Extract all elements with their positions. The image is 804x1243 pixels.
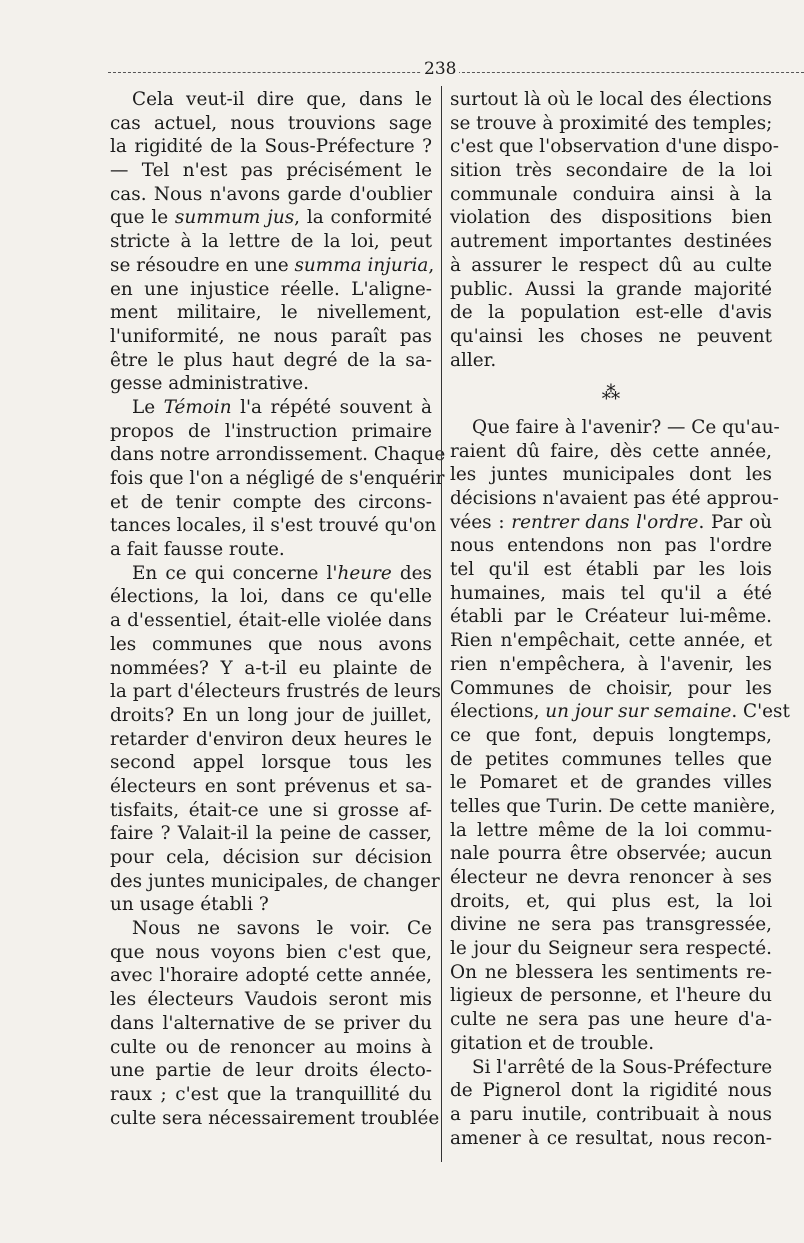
text-line: l'uniformité, ne nous paraît pas <box>110 325 432 347</box>
text-line: nale pourra être observée; aucun <box>450 843 772 865</box>
text-line: à assurer le respect dû au culte <box>450 254 772 276</box>
text-line: violation des dispositions bien <box>450 207 772 229</box>
text-line: cas actuel, nous trouvions sage <box>110 112 432 134</box>
text-line: de petites communes telles que <box>450 748 772 770</box>
text-line: nommées? Y a-t-il eu plainte de <box>110 657 432 679</box>
text-line: une partie de leur droits électo- <box>110 1060 432 1082</box>
text-line: aller. <box>450 349 497 371</box>
text-line: rien n'empêchera, à l'avenir, les <box>450 653 772 675</box>
text-line: électeurs en sont prévenus et sa- <box>110 775 432 797</box>
text-line: raient dû faire, dès cette année, <box>450 440 772 462</box>
text-line: — Tel n'est pas précisément le <box>110 160 432 182</box>
text-line: le Pomaret et de grandes villes <box>450 772 772 794</box>
text-line: faire ? Valait-il la peine de casser, <box>110 823 432 845</box>
text-line: les électeurs Vaudois seront mis <box>110 989 432 1011</box>
text-line: établi par le Créateur lui-même. <box>450 606 772 628</box>
text-line: cas. Nous n'avons garde d'oublier <box>110 183 432 205</box>
text-line: gitation et de trouble. <box>450 1032 655 1054</box>
page-number: 238 <box>421 58 459 80</box>
text-line: ligieux de personne, et l'heure du <box>450 985 772 1007</box>
text-line: a d'essentiel, était-elle violée dans <box>110 610 432 632</box>
text-line: et de tenir compte des circons- <box>110 491 432 513</box>
left-column <box>110 88 446 1130</box>
text-line: de Pignerol dont la rigidité nous <box>450 1080 772 1102</box>
text-line: telles que Turin. De cette manière, <box>450 795 776 817</box>
text-line: que nous voyons bien c'est que, <box>110 941 432 963</box>
text-line: la rigidité de la Sous-Préfecture ? <box>110 136 432 158</box>
text-line: propos de l'instruction primaire <box>110 420 432 442</box>
text-line: en une injustice réelle. L'aligne- <box>110 278 432 300</box>
text-line: tel qu'il est établi par les lois <box>450 559 772 581</box>
text-line: Que faire à l'avenir? — Ce qu'au- <box>472 416 780 438</box>
text-line: le jour du Seigneur sera respecté. <box>450 938 772 960</box>
text-line: On ne blessera les sentiments re- <box>450 961 772 983</box>
text-line: amener à ce resultat, nous recon- <box>450 1127 772 1149</box>
column-divider <box>441 86 442 1162</box>
text-line: Communes de choisir, pour les <box>450 677 772 699</box>
text-line: droits, et, qui plus est, la loi <box>450 890 772 912</box>
text-line: culte ou de renoncer au moins à <box>110 1036 432 1058</box>
text-line: élections, la loi, dans ce qu'elle <box>110 586 432 608</box>
text-line: un usage établi ? <box>110 894 269 916</box>
text-line: vées : rentrer dans l'ordre. Par où <box>450 511 772 533</box>
text-line: communale conduira ainsi à la <box>450 183 772 205</box>
text-line: avec l'horaire adopté cette année, <box>110 965 432 987</box>
text-line: la part d'électeurs frustrés de leurs <box>110 681 441 703</box>
text-line: c'est que l'observation d'une dispo- <box>450 136 779 158</box>
text-line: ment militaire, le nivellement, <box>110 302 432 324</box>
text-line: Si l'arrêté de la Sous-Préfecture <box>472 1056 773 1078</box>
text-line: être le plus haut degré de la sa- <box>110 349 432 371</box>
text-line: autrement importantes destinées <box>450 231 772 253</box>
text-line: sition très secondaire de la loi <box>450 160 772 182</box>
text-line: de la population est-elle d'avis <box>450 302 772 324</box>
text-line: surtout là où le local des élections <box>450 89 772 110</box>
text-line: En ce qui concerne l'heure des <box>132 562 432 584</box>
text-line: a paru inutile, contribuait à nous <box>450 1103 772 1125</box>
page-header <box>108 58 804 82</box>
text-line: se résoudre en une summa injuria, <box>110 254 435 276</box>
text-line: stricte à la lettre de la loi, peut <box>110 231 432 253</box>
text-line: les communes que nous avons <box>110 633 432 655</box>
text-line: des juntes municipales, de changer <box>110 870 440 892</box>
text-line: raux ; c'est que la tranquillité du <box>110 1083 432 1105</box>
text-line: Le Témoin l'a répété souvent à <box>132 396 432 418</box>
text-line: que le summum jus, la conformité <box>110 207 432 229</box>
text-line: divine ne sera pas transgressée, <box>450 914 772 936</box>
text-line: second appel lorsque tous les <box>110 752 432 774</box>
text-line: pour cela, décision sur décision <box>110 847 432 868</box>
text-line: la lettre même de la loi commu- <box>450 819 772 841</box>
right-column <box>450 88 790 1150</box>
text-line: nous entendons non pas l'ordre <box>450 535 772 557</box>
text-line: fois que l'on a négligé de s'enquérir <box>110 468 445 489</box>
text-line: dans l'alternative de se priver du <box>110 1012 432 1034</box>
text-line: élections, un jour sur semaine. C'est <box>450 701 790 723</box>
text-line: a fait fausse route. <box>110 539 285 561</box>
text-line: culte sera nécessairement troublée <box>110 1107 440 1129</box>
text-line: qu'ainsi les choses ne peuvent <box>450 325 772 347</box>
section-gap <box>450 372 772 382</box>
section-separator: ⁂ <box>601 383 621 405</box>
text-line: retarder d'environ deux heures le <box>110 728 432 750</box>
text-line: se trouve à proximité des temples; <box>450 112 773 134</box>
text-line: Rien n'empêchait, cette année, et <box>450 630 772 652</box>
text-line: humaines, mais tel qu'il a été <box>450 582 772 604</box>
text-line: électeur ne devra renoncer à ses <box>450 867 772 888</box>
text-line: gesse administrative. <box>110 373 310 395</box>
text-line: les juntes municipales dont les <box>450 464 772 486</box>
text-line: décisions n'avaient pas été approu- <box>450 488 779 509</box>
text-line: Nous ne savons le voir. Ce <box>132 918 432 940</box>
text-line: culte ne sera pas une heure d'a- <box>450 1009 772 1031</box>
text-line: Cela veut-il dire que, dans le <box>132 89 432 110</box>
text-line: tisfaits, était-ce une si grosse af- <box>110 799 432 821</box>
section-gap <box>450 406 772 416</box>
text-line: tances locales, il s'est trouvé qu'on <box>110 515 437 537</box>
text-line: public. Aussi la grande majorité <box>450 278 772 300</box>
text-line: dans notre arrondissement. Chaque <box>110 444 446 466</box>
text-line: droits? En un long jour de juillet, <box>110 704 432 726</box>
text-line: ce que font, depuis longtemps, <box>450 724 772 746</box>
